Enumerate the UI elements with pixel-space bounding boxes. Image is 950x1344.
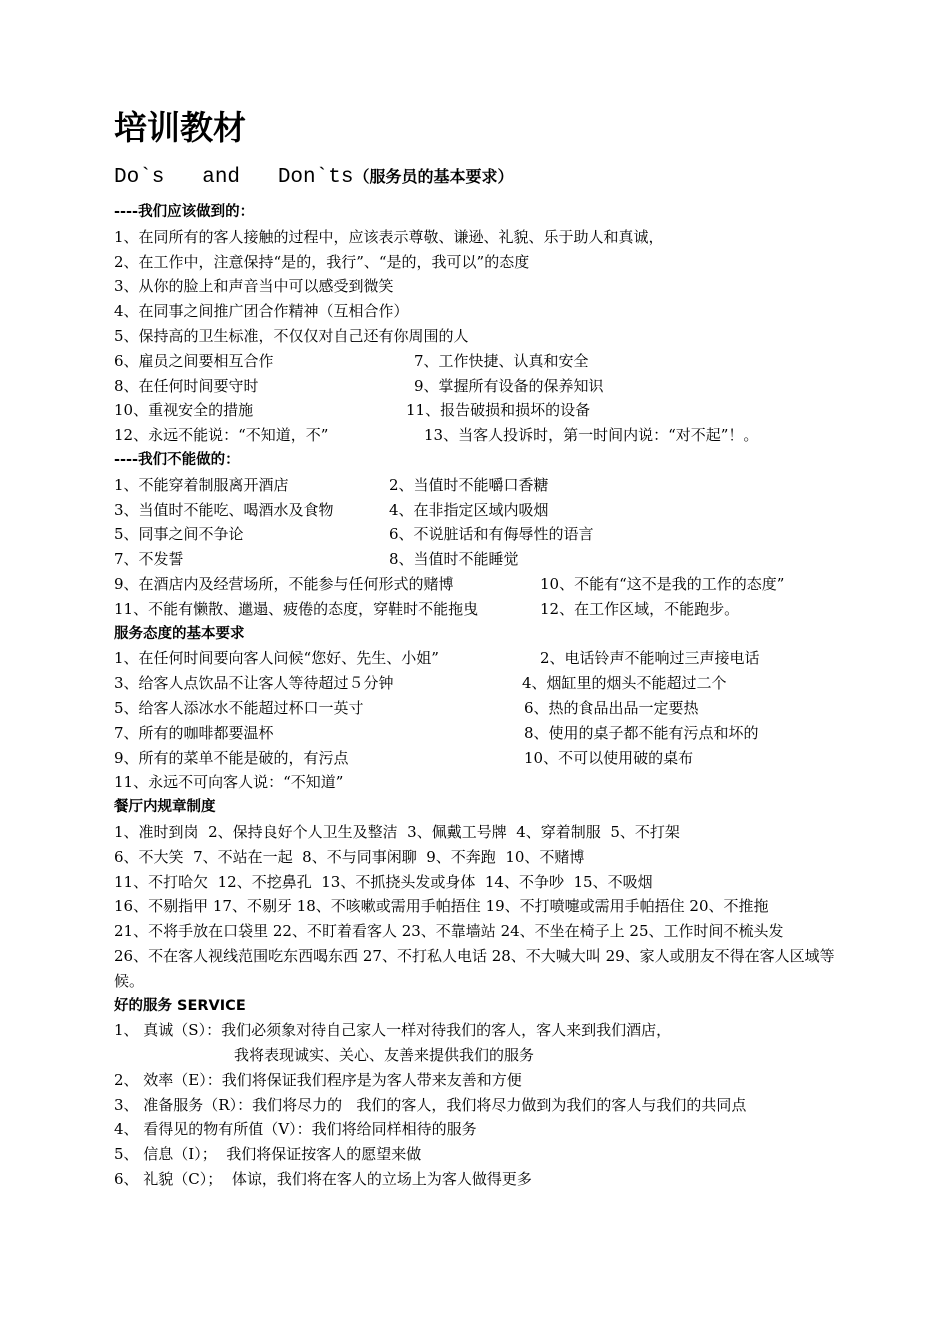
list-item-pair <box>114 696 838 721</box>
list-item: 2、在工作中，注意保持“是的，我行”、“是的，我可以”的态度 <box>114 252 530 271</box>
list-item: 7、不发誓 <box>114 550 184 569</box>
list-item: 9、所有的菜单不能是破的，有污点 <box>114 748 349 767</box>
list-item-pair <box>114 671 838 696</box>
list-item: 11、永远不可向客人说：“不知道” <box>114 773 344 792</box>
list-item: 5、同事之间不争论 <box>114 525 244 544</box>
list-item-pair <box>114 572 838 597</box>
list-item: 2、 效率（E）：我们将保证我们程序是为客人带来友善和方便 <box>114 1070 522 1089</box>
list-item-pair <box>114 721 838 746</box>
list-item: 3、当值时不能吃、喝酒水及食物 <box>114 500 334 519</box>
list-item: 1、不能穿着制服离开酒店 <box>114 475 289 494</box>
list-item-pair <box>114 522 838 547</box>
list-item-pair <box>114 498 838 523</box>
list-item-pair <box>114 646 838 671</box>
list-item: 3、给客人点饮品不让客人等待超过５分钟 <box>114 674 394 693</box>
list-item-pair <box>114 547 838 572</box>
service-heading: 好的服务 SERVICE <box>114 997 246 1014</box>
subtitle-english: Do`s and Don`ts <box>114 166 354 189</box>
list-item: 10、不可以使用破的桌布 <box>524 748 694 767</box>
list-item: 12、永远不能说：“不知道，不” <box>114 426 329 445</box>
list-item-pair <box>114 374 838 399</box>
list-item: 8、在任何时间要守时 <box>114 376 259 395</box>
list-item: 6、热的食品出品一定要热 <box>524 698 699 717</box>
list-item-pair <box>114 423 838 448</box>
list-item: 6、雇员之间要相互合作 <box>114 351 274 370</box>
list-item: 1、在任何时间要向客人问候“您好、先生、小姐” <box>114 649 439 668</box>
list-item: 8、当值时不能睡觉 <box>389 550 519 569</box>
list-item: 7、所有的咖啡都要温杯 <box>114 723 274 742</box>
list-item: 1、准时到岗 2、保持良好个人卫生及整洁 3、佩戴工号牌 4、穿着制服 5、不打架 <box>114 822 680 841</box>
list-item: 2、当值时不能嚼口香糖 <box>389 475 549 494</box>
list-item: 13、当客人投诉时，第一时间内说：“对不起”！。 <box>424 426 759 445</box>
list-item: 9、在酒店内及经营场所，不能参与任何形式的赌博 <box>114 574 454 593</box>
attitude-heading: 服务态度的基本要求 <box>114 625 245 642</box>
document-body <box>114 200 838 1192</box>
list-item: 9、掌握所有设备的保养知识 <box>414 376 604 395</box>
list-item: 8、使用的桌子都不能有污点和坏的 <box>524 723 759 742</box>
list-item: 2、电话铃声不能响过三声接电话 <box>540 649 760 668</box>
list-item: 26、不在客人视线范围吃东西喝东西 27、不打私人电话 28、不大喊大叫 29、家人或朋友不得在客人区域等候。 <box>114 946 835 990</box>
list-item: 21、不将手放在口袋里 22、不盯着看客人 23、不靠墙站 24、不坐在椅子上 25、工作时间不梳头发 <box>114 922 784 941</box>
list-item: 11、报告破损和损坏的设备 <box>406 401 591 420</box>
page-title: 培训教材 <box>114 108 246 147</box>
list-item: 4、烟缸里的烟头不能超过二个 <box>522 674 727 693</box>
list-item: 10、不能有“这不是我的工作的态度” <box>540 574 785 593</box>
list-item-pair <box>114 473 838 498</box>
list-item-pair <box>114 398 838 423</box>
list-item: 4、在同事之间推广团合作精神（互相合作） <box>114 302 409 321</box>
list-item: 3、 准备服务（R）：我们将尽力的 我们的客人，我们将尽力做到为我们的客人与我们的共同点 <box>114 1095 747 1114</box>
list-item: 12、在工作区域，不能跑步。 <box>540 599 740 618</box>
list-item-pair <box>114 349 838 374</box>
list-item: 5、 信息（I）； 我们将保证按客人的愿望来做 <box>114 1145 422 1164</box>
list-item: 1、在同所有的客人接触的过程中，应该表示尊敬、谦逊、礼貌、乐于助人和真诚， <box>114 227 664 246</box>
list-item-pair <box>114 746 838 771</box>
list-item: 6、 礼貌（C）； 体谅，我们将在客人的立场上为客人做得更多 <box>114 1170 532 1189</box>
donts-heading: ----我们不能做的： <box>114 451 240 468</box>
list-item: 4、在非指定区域内吸烟 <box>389 500 549 519</box>
list-item-pair <box>114 597 838 622</box>
list-item: 11、不能有懒散、邋遢、疲倦的态度，穿鞋时不能拖曳 <box>114 599 479 618</box>
subtitle-chinese: （服务员的基本要求） <box>353 167 514 186</box>
list-item: 10、重视安全的措施 <box>114 401 254 420</box>
dos-heading: ----我们应该做到的： <box>114 204 255 220</box>
rules-heading: 餐厅内规章制度 <box>114 799 216 816</box>
list-item: 4、 看得见的物有所值（V）：我们将给同样相待的服务 <box>114 1120 477 1139</box>
list-item: 11、不打哈欠 12、不挖鼻孔 13、不抓挠头发或身体 14、不争吵 15、不吸烟 <box>114 872 653 891</box>
list-item: 5、给客人添冰水不能超过杯口一英寸 <box>114 698 364 717</box>
list-item-continuation: 我将表现诚实、关心、友善来提供我们的服务 <box>234 1046 535 1065</box>
list-item: 16、不剔指甲 17、不剔牙 18、不咳嗽或需用手帕捂住 19、不打喷嚏或需用手帕捂住 20、不推拖 <box>114 897 769 916</box>
list-item: 5、保持高的卫生标准，不仅仅对自己还有你周围的人 <box>114 326 469 345</box>
list-item: 7、工作快捷、认真和安全 <box>414 351 589 370</box>
list-item: 1、 真诚（S）：我们必须象对待自己家人一样对待我们的客人，客人来到我们酒店， <box>114 1021 672 1040</box>
subtitle <box>114 163 513 191</box>
list-item: 6、不大笑 7、不站在一起 8、不与同事闲聊 9、不奔跑 10、不赌博 <box>114 847 585 866</box>
list-item: 6、不说脏话和有侮辱性的语言 <box>389 525 594 544</box>
list-item: 3、从你的脸上和声音当中可以感受到微笑 <box>114 277 394 296</box>
